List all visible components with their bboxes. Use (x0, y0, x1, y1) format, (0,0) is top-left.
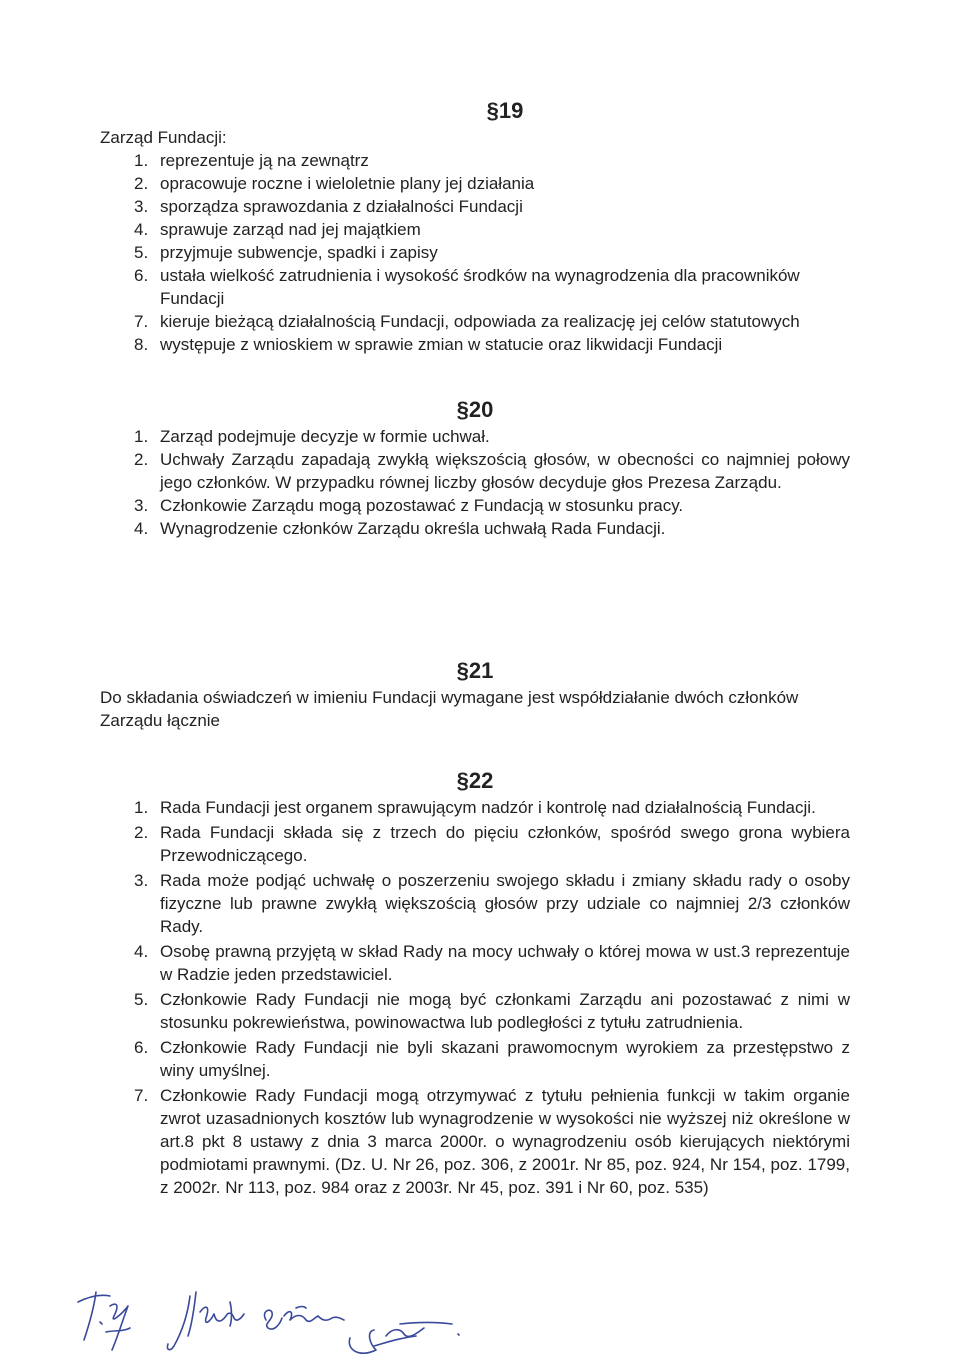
item-text: Zarząd podejmuje decyzje w formie uchwał. (160, 427, 490, 446)
item-text: Osobę prawną przyjętą w skład Rady na mocy uchwały o której mowa w ust.3 reprezentuje w Radzie jeden przedstawiciel. (160, 942, 850, 984)
item-number: 5. (134, 243, 149, 262)
item-number: 1. (134, 151, 149, 170)
item-text: reprezentuje ją na zewnątrz (160, 151, 369, 170)
signature-3 (264, 1307, 344, 1330)
item-number: 6. (134, 1038, 149, 1057)
list-item (100, 1084, 850, 1199)
list-item (100, 172, 850, 195)
section-22-title: §22 (456, 768, 494, 793)
section-20-title: §20 (456, 397, 494, 422)
list-item (100, 241, 850, 264)
section-20-list (100, 425, 850, 540)
item-text: Rada Fundacji jest organem sprawującym nadzór i kontrolę nad działalnością Fundacji. (160, 798, 816, 817)
item-number: 2. (134, 174, 149, 193)
list-item (100, 988, 850, 1034)
item-text: Członkowie Rady Fundacji nie byli skazani prawomocnym wyrokiem za przestępstwo z winy umyślnej. (160, 1038, 850, 1080)
list-item (100, 448, 850, 494)
signatures-graphic (70, 1262, 490, 1362)
section-22-list (100, 796, 850, 1199)
item-text: Członkowie Rady Fundacji mogą otrzymywać z tytułu pełnienia funkcji w takim organie zwrot uzasadnionych kosztów lub wynagrodzenie w wysokości nie wyższej niż określone w art.8 pkt 8 ustawy z dnia 3 marca 2000r. o wynagrodzeniu osób kierujących niektórymi podmiotami prawnymi. (Dz. U. Nr 26, poz. 306, z 2001r. Nr 85, poz. 924, Nr 154, poz. 1799, z 2002r. Nr 113, poz. 984 oraz z 2003r. Nr 45, poz. 391 i Nr 60, poz. 535) (160, 1086, 850, 1197)
item-text: ustała wielkość zatrudnienia i wysokość środków na wynagrodzenia dla pracowników Fundacji (160, 266, 800, 308)
list-item (100, 149, 850, 172)
list-item (100, 494, 850, 517)
list-item (100, 425, 850, 448)
item-number: 8. (134, 335, 149, 354)
signature-1 (78, 1292, 130, 1350)
item-number: 4. (134, 220, 149, 239)
item-number: 3. (134, 197, 149, 216)
section-19-title: §19 (486, 98, 524, 123)
item-text: przyjmuje subwencje, spadki i zapisy (160, 243, 438, 262)
signature-4 (349, 1323, 459, 1354)
section-21-title: §21 (456, 658, 494, 683)
section-19-list (100, 149, 850, 356)
signature-2 (167, 1292, 244, 1350)
section-21 (100, 656, 850, 732)
item-number: 7. (134, 1086, 149, 1105)
list-item (100, 940, 850, 986)
item-number: 1. (134, 427, 149, 446)
item-number: 5. (134, 990, 149, 1009)
list-item (100, 796, 850, 819)
item-text: opracowuje roczne i wieloletnie plany jej działania (160, 174, 535, 193)
list-item (100, 264, 850, 310)
list-item (100, 218, 850, 241)
item-number: 4. (134, 519, 149, 538)
signatures (70, 1262, 490, 1362)
section-22 (100, 766, 850, 1201)
list-item (100, 869, 850, 938)
section-20 (100, 395, 850, 540)
list-item (100, 195, 850, 218)
item-text: Członkowie Zarządu mogą pozostawać z Fundacją w stosunku pracy. (160, 496, 684, 515)
item-number: 6. (134, 266, 149, 285)
item-text: Rada Fundacji składa się z trzech do pięciu członków, spośród swego grona wybiera Przewodniczącego. (160, 823, 850, 865)
item-number: 1. (134, 798, 149, 817)
item-number: 3. (134, 871, 149, 890)
item-number: 2. (134, 450, 149, 469)
item-number: 7. (134, 312, 149, 331)
item-text: kieruje bieżącą działalnością Fundacji, odpowiada za realizację jej celów statutowych (160, 312, 800, 331)
section-19 (100, 96, 850, 356)
item-number: 4. (134, 942, 149, 961)
item-text: Rada może podjąć uchwałę o poszerzeniu swojego składu i zmiany składu rady o osoby fizyczne lub prawne zwykłą większością głosów przy udziale co najmniej 2/3 członków Rady. (160, 871, 850, 936)
list-item (100, 821, 850, 867)
item-text: sprawuje zarząd nad jej majątkiem (160, 220, 421, 239)
item-text: Uchwały Zarządu zapadają zwykłą większością głosów, w obecności co najmniej połowy jego członków. W przypadku równej liczby głosów decyduje głos Prezesa Zarządu. (160, 450, 850, 492)
list-item (100, 310, 850, 333)
item-text: Członkowie Rady Fundacji nie mogą być członkami Zarządu ani pozostawać z nimi w stosunku pokrewieństwa, powinowactwa lub podległości z tytułu zatrudnienia. (160, 990, 850, 1032)
section-19-intro: Zarząd Fundacji: (100, 128, 227, 147)
item-text: występuje z wnioskiem w sprawie zmian w statucie oraz likwidacji Fundacji (160, 335, 723, 354)
item-text: sporządza sprawozdania z działalności Fundacji (160, 197, 523, 216)
item-number: 3. (134, 496, 149, 515)
item-text: Wynagrodzenie członków Zarządu określa uchwałą Rada Fundacji. (160, 519, 666, 538)
list-item (100, 517, 850, 540)
item-number: 2. (134, 823, 149, 842)
list-item (100, 1036, 850, 1082)
section-21-text: Do składania oświadczeń w imieniu Fundacji wymagane jest współdziałanie dwóch członków Zarządu łącznie (100, 688, 799, 730)
list-item (100, 333, 850, 356)
